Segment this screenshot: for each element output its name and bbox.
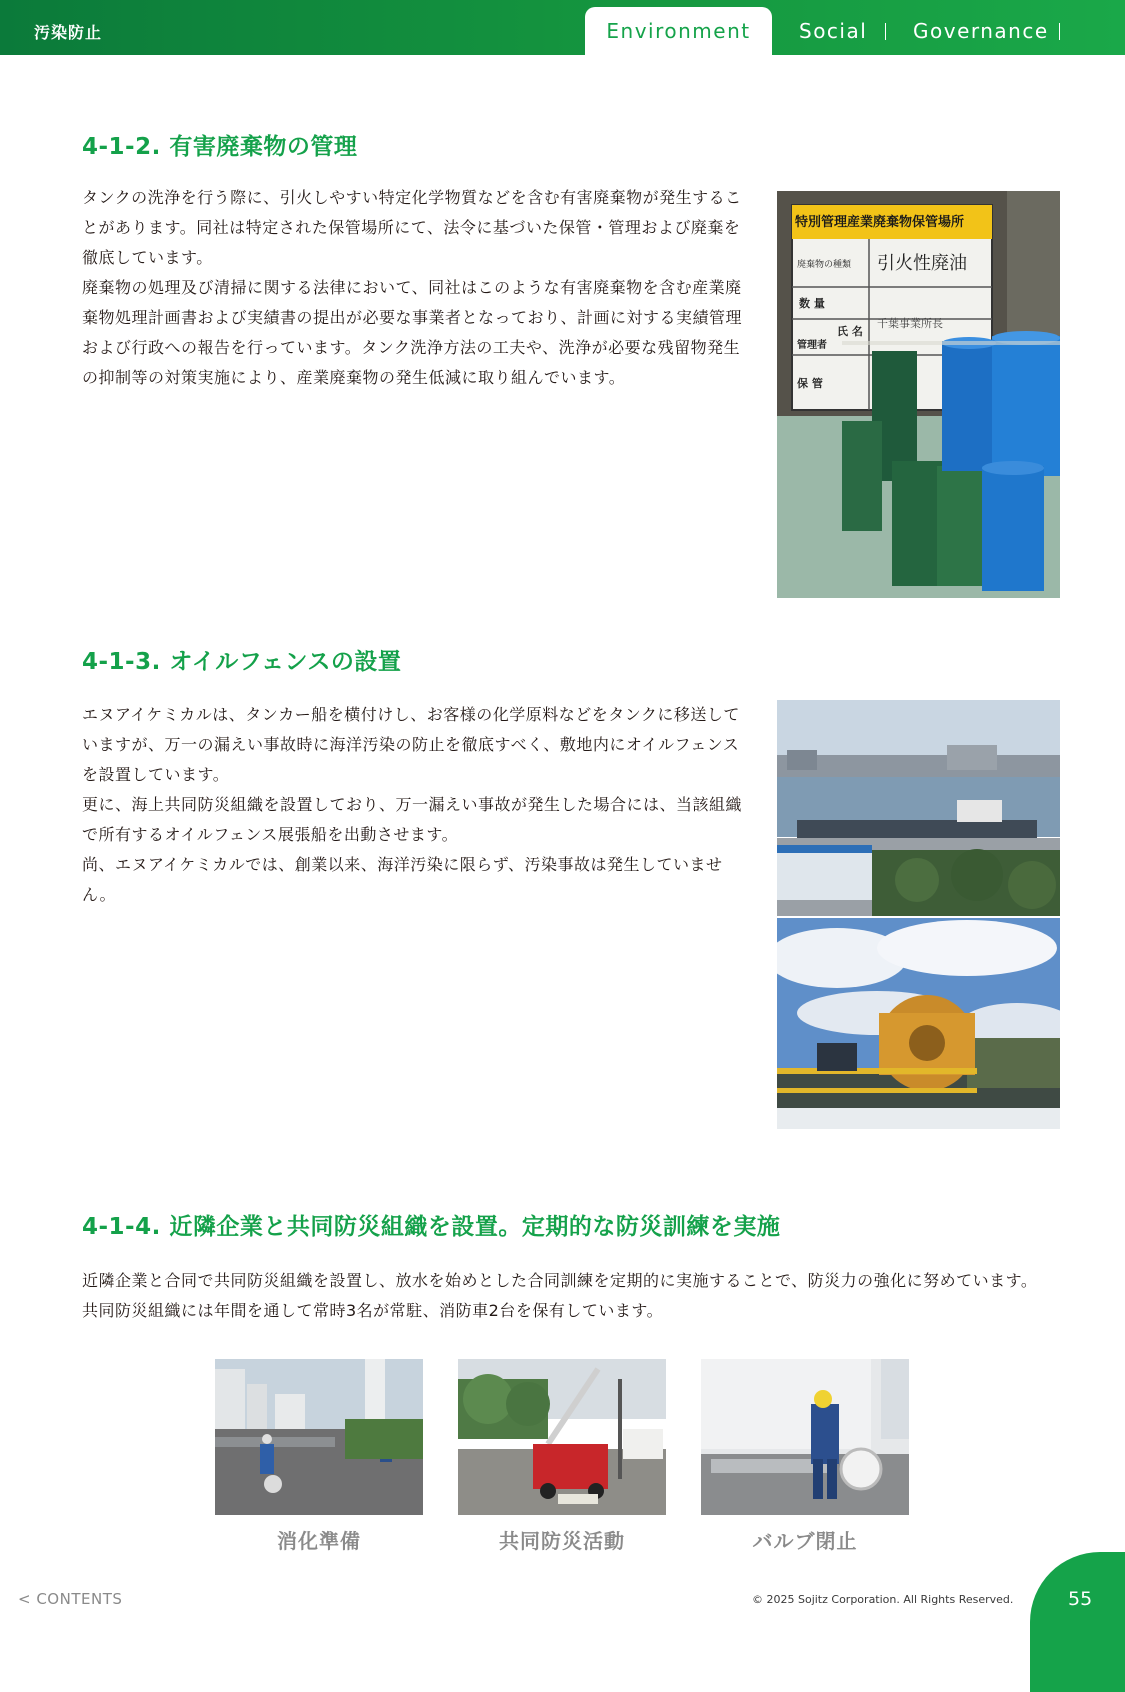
section-body-joint-disaster-org — [82, 1266, 1062, 1326]
sign-row-label: 管理者 — [797, 340, 827, 351]
tab-divider — [885, 23, 886, 40]
valve-closure-photo — [701, 1359, 909, 1515]
photo-caption: バルブ閉止 — [752, 1529, 858, 1553]
paragraph: タンクの洗浄を行う際に、引火しやすい特定化学物質などを含む有害廃棄物が発生することがあります。同社は特定された保管場所にて、法令に基づいた保管・管理および廃棄を徹底しています。 — [82, 188, 742, 267]
section-heading-hazardous-waste: 4-1-2. 有害廃棄物の管理 — [82, 134, 358, 160]
paragraph: 近隣企業と合同で共同防災組織を設置し、放水を始めとした合同訓練を定期的に実施することで、防災力の強化に努めています。 — [82, 1271, 1038, 1290]
tab-social[interactable]: Social — [799, 19, 868, 43]
sign-row-label: 保 管 — [797, 377, 823, 390]
paragraph: 更に、海上共同防災組織を設置しており、万一漏えい事故が発生した場合には、当該組織で所有するオイルフェンス展張船を出動させます。 — [82, 795, 743, 844]
page-number-badge — [1030, 1552, 1125, 1692]
section-heading-oil-fence: 4-1-3. オイルフェンスの設置 — [82, 649, 402, 675]
tab-environment[interactable]: Environment — [585, 7, 772, 55]
paragraph: 廃棄物の処理及び清掃に関する法律において、同社はこのような有害廃棄物を含む産業廃棄物処理計画書および実績書の提出が必要な事業者となっており、計画に対する実績管理および行政への報告を行っています。タンク洗浄方法の工夫や、洗浄が必要な残留物発生の抑制等の対策実施により、産業廃棄物の発生低減に取り組んでいます。 — [82, 278, 743, 387]
sign-row-label: 廃棄物の種類 — [797, 260, 852, 270]
page-number: 55 — [1068, 1588, 1093, 1610]
sign-row-value: 千葉事業所長 — [877, 317, 943, 330]
waste-storage-photo — [777, 191, 1060, 598]
contents-link[interactable]: < CONTENTS — [18, 1590, 123, 1608]
sign-row-label: 数 量 — [799, 297, 825, 310]
tab-divider — [1059, 23, 1060, 40]
fire-prep-photo — [215, 1359, 423, 1515]
photo-caption: 共同防災活動 — [499, 1529, 625, 1553]
tab-governance[interactable]: Governance — [913, 19, 1049, 43]
paragraph: エヌアイケミカルは、タンカー船を横付けし、お客様の化学原料などをタンクに移送していますが、万一の漏えい事故時に海洋汚染の防止を徹底すべく、敷地内にオイルフェンスを設置しています。 — [82, 705, 740, 784]
section-heading-joint-disaster-org: 4-1-4. 近隣企業と共同防災組織を設置。定期的な防災訓練を実施 — [82, 1214, 781, 1240]
joint-activity-photo — [458, 1359, 666, 1515]
oil-fence-reel-photo — [777, 918, 1060, 1129]
header-bar — [0, 0, 1125, 55]
photo-caption: 消化準備 — [277, 1529, 361, 1553]
section-body-hazardous-waste — [82, 183, 750, 393]
section-body-oil-fence — [82, 700, 750, 910]
page-category-title: 汚染防止 — [34, 23, 103, 42]
paragraph: 尚、エヌアイケミカルでは、創業以来、海洋汚染に限らず、汚染事故は発生していません。 — [82, 855, 723, 904]
sign-title: 特別管理産業廃棄物保管場所 — [795, 215, 965, 230]
sign-row-sub: 氏 名 — [837, 325, 863, 338]
harbor-tanker-photo — [777, 700, 1060, 916]
paragraph: 共同防災組織には年間を通して常時3名が常駐、消防車2台を保有しています。 — [82, 1301, 664, 1320]
copyright-text: © 2025 Sojitz Corporation. All Rights Reserved. — [752, 1593, 1014, 1606]
sign-row-value: 引火性廃油 — [877, 253, 967, 274]
